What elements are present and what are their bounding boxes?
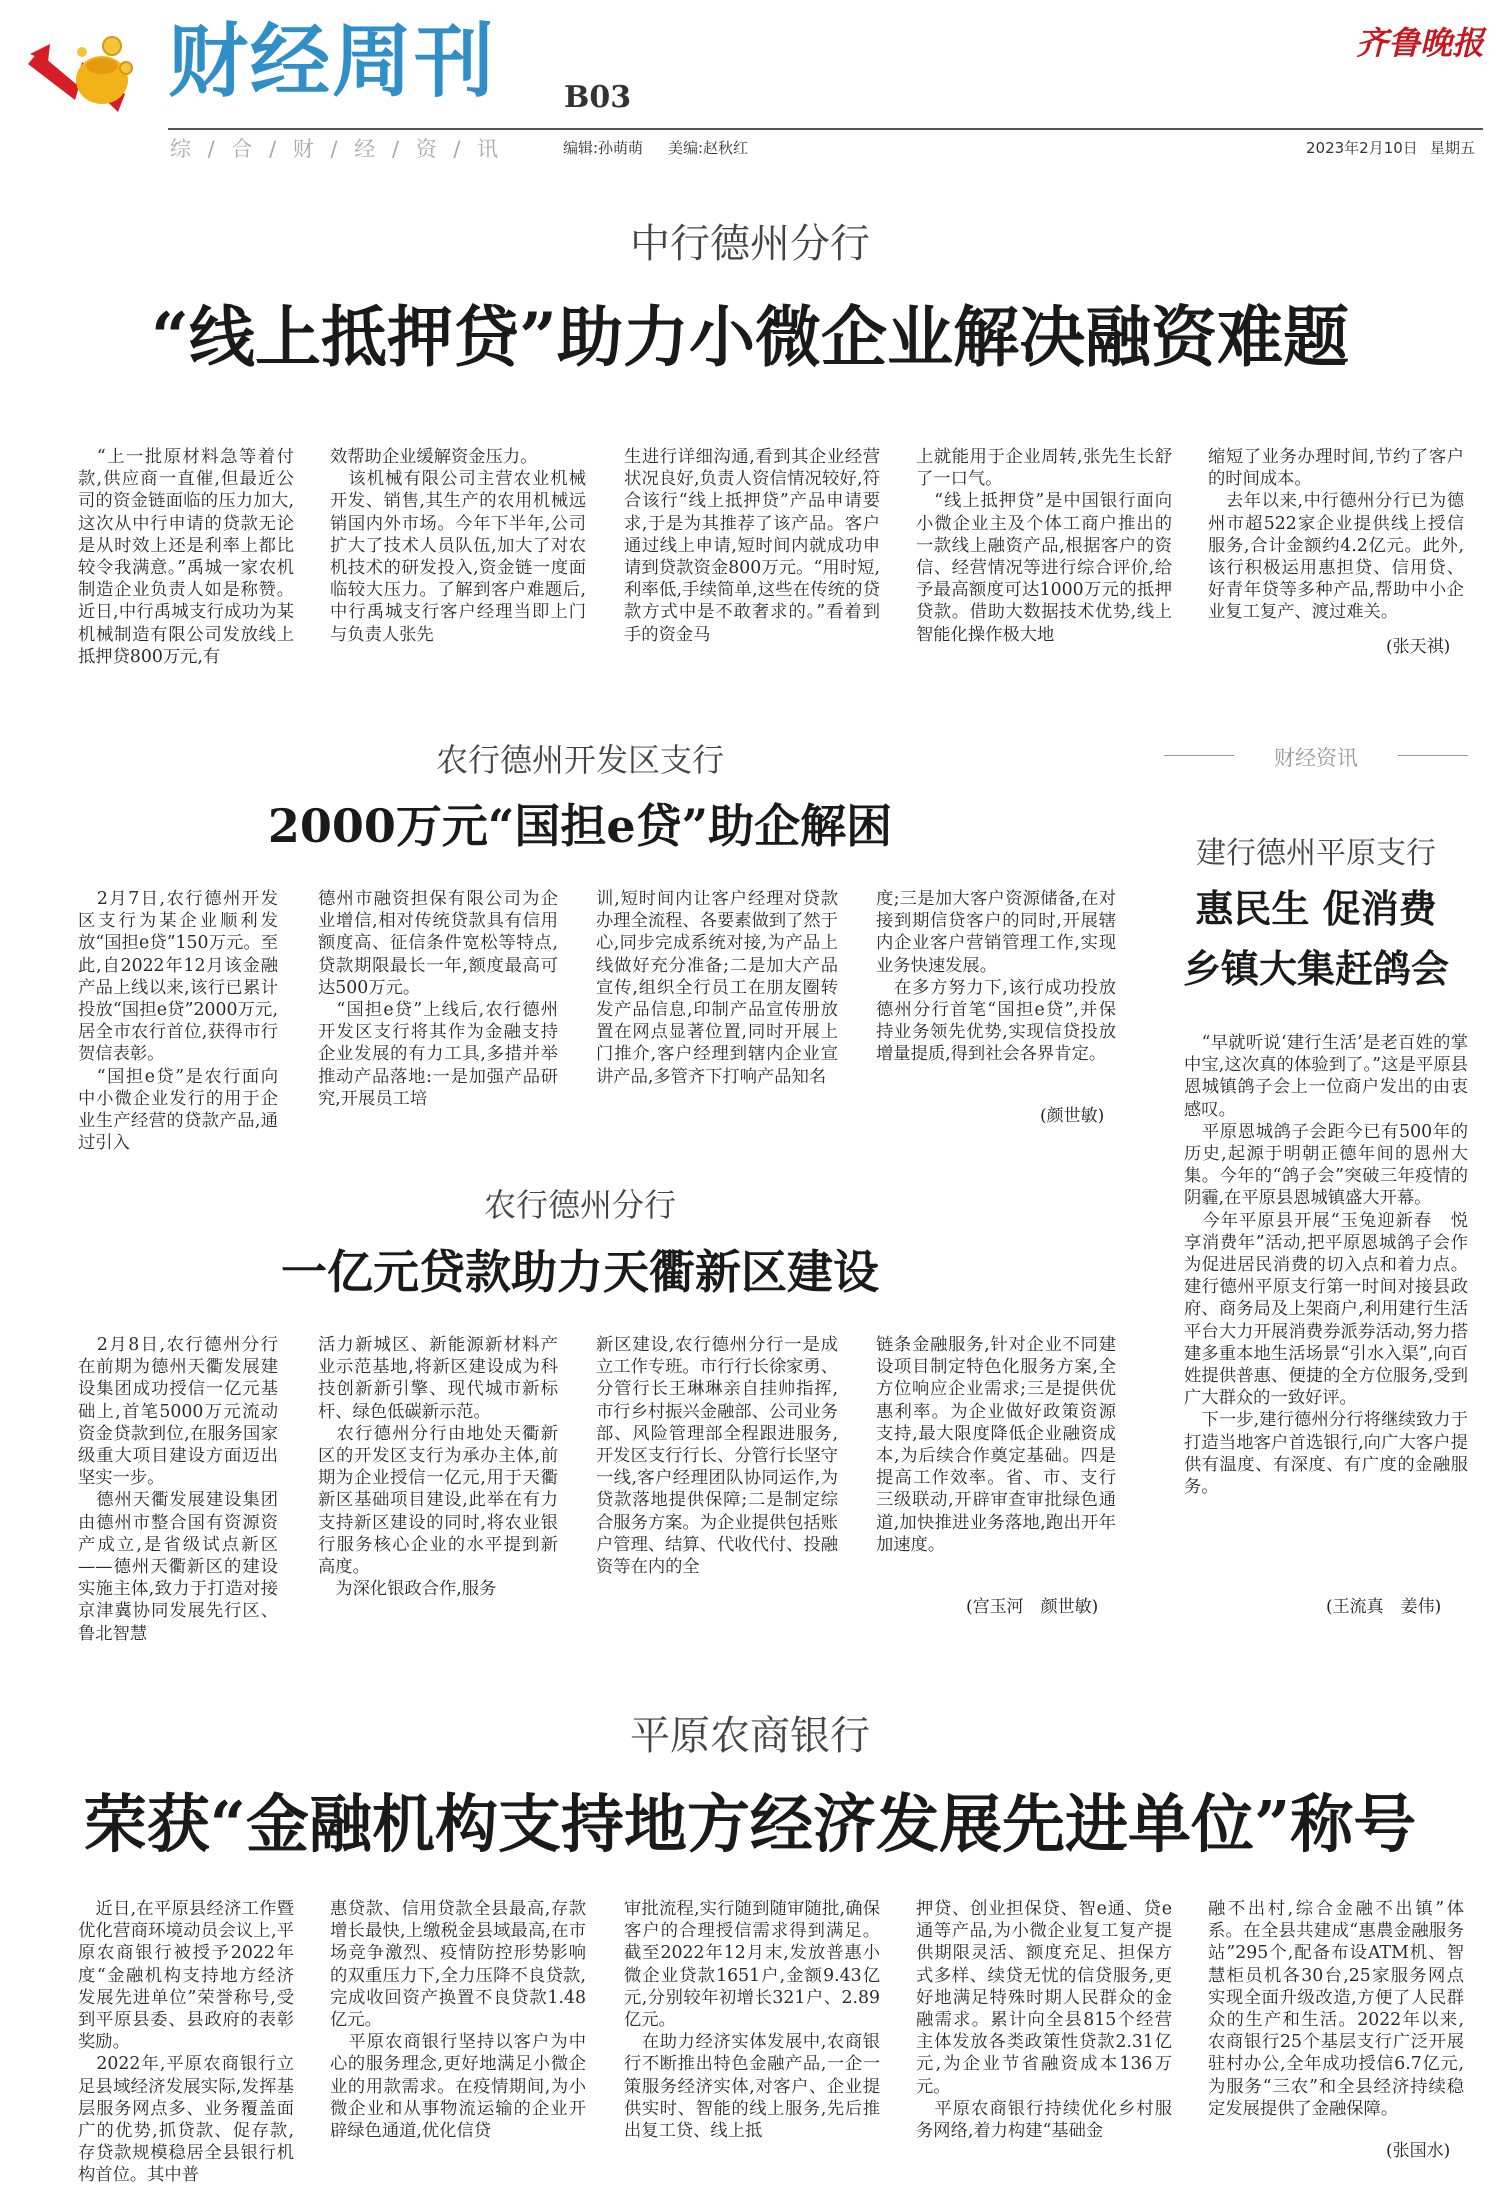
article4-column-5: 融不出村,综合金融不出镇”体系。在全县共建成“惠農金融服务站”295个,配备布设ATM机、智慧柜员机各30台,25家服务网点实现全面升级改造,方便了人民群众的生产和生活。2022年以来,农商银行25个基层支行广泛开展驻村办公,全年成功授信6.7亿元,为服务“三农”和全县经济持续稳定发展提供了金融保障。 — [1208, 1899, 1464, 2119]
sidebar-headline-line1: 惠民生 促消费 — [1195, 886, 1437, 931]
article2-column-4: 度;三是加大客户资源储备,在对接到期信贷客户的同时,开展辖内企业客户营销管理工作,实现业务快速发展。 在多方努力下,该行成功投放德州分行首笔“国担e贷”,并保持业务领先优势,实现信贷投放增量提质,得到社会各界肯定。 — [876, 889, 1116, 1065]
issue-date: 2023年2月10日 — [1306, 139, 1418, 157]
sidebar-byline: (王流真 姜伟) — [1326, 1597, 1442, 1617]
article2-kicker: 农行德州开发区支行 — [435, 741, 724, 779]
article1-column-3: 生进行详细沟通,看到其企业经营状况良好,负责人资信情况较好,符合该行“线上抵押贷”产品申请要求,于是为其推荐了该产品。客户通过线上申请,短时间内就成功申请到贷款资金800万元。“用时短,利率低,手续简单,这些在传统的贷款方式中是不敢奢求的。”看着到手的资金马 — [624, 447, 880, 645]
sidebar-body: “早就听说‘建行生活’是老百姓的掌中宝,这次真的体验到了。”这是平原县恩城镇鸽子会上一位商户发出的由衷感叹。 平原恩城鸽子会距今已有500年的历史,起源于明朝正德年间的恩州大集。今年的“鸽子会”突破三年疫情的阴霾,在平原县恩城镇盛大开幕。 今年平原县开展“玉兔迎新春 悦享消费年”活动,把平原恩城鸽子会作为促进居民消费的切入点和着力点。建行德州平原支行第一时间对接县政府、商务局及上架商户,利用建行生活平台大力开展消费券派券活动,努力搭建多重本地生活场景“引水入渠”,向百姓提供普惠、便捷的全方位服务,受到广大群众的一致好评。 下一步,建行德州分行将继续致力于打造当地客户首选银行,向广大客户提供有温度、有深度、有广度的金融服务。 — [1184, 1033, 1468, 1498]
article3-column-1: 2月8日,农行德州分行在前期为德州天衢发展建设集团成功授信一亿元基础上,首笔5000万元流动资金贷款到位,在服务国家级重大项目建设方面迈出坚实一步。 德州天衢发展建设集团由德州市整合国有资源资产成立,是省级试点新区——德州天衢新区的建设实施主体,致力于打造对接京津冀协同发展先行区、鲁北智慧 — [78, 1335, 278, 1644]
article1-byline: (张天祺) — [1386, 637, 1451, 657]
issue-weekday: 星期五 — [1430, 139, 1476, 157]
page-number: B03 — [564, 80, 632, 115]
sidebar-headline-line2: 乡镇大集赶鸽会 — [1182, 946, 1449, 991]
article4-column-3: 审批流程,实行随到随审随批,确保客户的合理授信需求得到满足。截至2022年12月末,发放普惠小微企业贷款1651户,金额9.43亿元,分别较年初增长321户、2.89亿元。 在助力经济实体发展中,农商银行不断推出特色金融产品,一企一策服务经济实体,对客户、企业提供实时、智能的线上服务,先后推出复工贷、线上抵 — [624, 1899, 880, 2142]
masthead-subtitle: 综 / 合 / 财 / 经 / 资 / 讯 — [170, 137, 504, 161]
sidebar — [1156, 738, 1476, 1628]
article1-headline: “线上抵押贷”助力小微企业解决融资难题 — [151, 298, 1349, 376]
article2-column-1: 2月7日,农行德州开发区支行为某企业顺利发放“国担e贷”150万元。至此,自2022年12月该金融产品上线以来,该行已累计投放“国担e贷”2000万元,居全市农行首位,获得市行贺信表彰。 “国担e贷”是农行面向中小微企业发行的用于企业生产经营的贷款产品,通过引入 — [78, 889, 278, 1154]
article2-headline: 2000万元“国担e贷”助企解困 — [267, 799, 893, 853]
editor-credit: 编辑:孙萌萌 — [563, 139, 644, 157]
article4-column-1: 近日,在平原县经济工作暨优化营商环境动员会议上,平原农商银行被授予2022年度“金融机构支持地方经济发展先进单位”荣誉称号,受到平原县委、县政府的表彰奖励。 2022年,平原农商银行立足县域经济发展实际,发挥基层服务网点多、业务覆盖面广的优势,抓贷款、促存款,存贷款规模稳居全县银行机构首位。其中普 — [78, 1899, 294, 2186]
article3-byline: (宫玉河 颜世敏) — [966, 1597, 1099, 1617]
article2-column-3: 训,短时间内让客户经理对贷款办理全流程、各要素做到了然于心,同步完成系统对接,为产品上线做好充分准备;二是加大产品宣传,组织全行员工在朋友圈转发产品信息,印制产品宣传册放置在网点显著位置,同时开展上门推介,客户经理到辖内企业宣讲产品,多管齐下打响产品知名 — [596, 889, 838, 1087]
article3-column-3: 新区建设,农行德州分行一是成立工作专班。市行行长徐家勇、分管行长王琳琳亲自挂帅指挥,市行乡村振兴金融部、公司业务部、风险管理部全程跟进服务,开发区支行行长、分管行长坚守一线,客户经理团队协同运作,为贷款落地提供保障;二是制定综合服务方案。为企业提供包括账户管理、结算、代收代付、投融资等在内的全 — [596, 1335, 838, 1578]
article3-column-2: 活力新城区、新能源新材料产业示范基地,将新区建设成为科技创新新引擎、现代城市新标杆、绿色低碳新示范。 农行德州分行由地处天衢新区的开发区支行为承办主体,前期为企业授信一亿元,用于天衢新区基础项目建设,此举在有力支持新区建设的同时,将农业银行服务核心企业的水平提到新高度。 为深化银政合作,服务 — [318, 1335, 558, 1600]
article2-column-2: 德州市融资担保有限公司为企业增信,相对传统贷款具有信用额度高、征信条件宽松等特点,贷款期限最长一年,额度最高可达500万元。 “国担e贷”上线后,农行德州开发区支行将其作为金融支持企业发展的有力工具,多措并举推动产品落地:一是加强产品研究,开展员工培 — [318, 889, 558, 1109]
masthead-rule — [168, 128, 1483, 130]
sidebar-section-label: 财经资讯 — [1274, 746, 1358, 770]
article1-column-1: “上一批原材料急等着付款,供应商一直催,但最近公司的资金链面临的压力加大,这次从中行申请的贷款无论是从时效上还是利率上都比较令我满意。”禹城一家农机制造企业负责人如是称赞。近日,中行禹城支行成功为某机械制造有限公司发放线上抵押贷800万元,有 — [78, 447, 294, 667]
article4-column-4: 押贷、创业担保贷、智e通、贷e通等产品,为小微企业复工复产提供期限灵活、额度充足、担保方式多样、续贷无忧的信贷服务,更好地满足特殊时期人民群众的金融需求。累计向全县815个经营主体发放各类政策性贷款2.31亿元,为企业节省融资成本136万元。 平原农商银行持续优化乡村服务网络,着力构建“基础金 — [916, 1899, 1172, 2142]
article1-column-4: 上就能用于企业周转,张先生长舒了一口气。 “线上抵押贷”是中国银行面向小微企业主及个体工商户推出的一款线上融资产品,根据客户的资信、经营情况等进行综合评价,给予最高额度可达1000万元的抵押贷款。借助大数据技术优势,线上智能化操作极大地 — [916, 447, 1172, 645]
designer-credit: 美编:赵秋红 — [668, 139, 749, 157]
article2-byline: (颜世敏) — [1040, 1106, 1105, 1126]
masthead — [0, 0, 1500, 160]
sidebar-kicker: 建行德州平原支行 — [1196, 836, 1436, 871]
article4-column-2: 惠贷款、信用贷款全县最高,存款增长最快,上缴税金县域最高,在市场竞争激烈、疫情防控形势影响的双重压力下,全力压降不良贷款,完成收回资产换置不良贷款1.48亿元。 平原农商银行坚持以客户为中心的服务理念,更好地满足小微企业的用款需求。在疫情期间,为小微企业和从事物流运输的企业开辟绿色通道,优化信贷 — [330, 1899, 586, 2142]
section-title: 财经周刊 — [168, 15, 496, 108]
article4-kicker: 平原农商银行 — [630, 1713, 870, 1759]
article1-kicker: 中行德州分行 — [630, 221, 870, 267]
newspaper-logo: 齐鲁晚报 — [1356, 24, 1485, 62]
article3-kicker: 农行德州分行 — [483, 1186, 676, 1224]
coin-logo-icon — [20, 22, 150, 122]
sidebar-rule-left — [1164, 755, 1234, 756]
article4-headline: 荣获“金融机构支持地方经济发展先进单位”称号 — [83, 1787, 1417, 1861]
article3-column-4: 链条金融服务,针对企业不同建设项目制定特色化服务方案,全方位响应企业需求;三是提供优惠利率。为企业做好政策资源支持,最大限度降低企业融资成本,为后续合作奠定基础。四是提高工作效率。省、市、支行三级联动,开辟审查审批绿色通道,加快推进业务落地,跑出开年加速度。 — [876, 1335, 1116, 1555]
sidebar-rule-right — [1398, 755, 1468, 756]
article3-headline: 一亿元贷款助力天衢新区建设 — [281, 1245, 879, 1299]
article1-column-5: 缩短了业务办理时间,节约了客户的时间成本。 去年以来,中行德州分行已为德州市超522家企业提供线上授信服务,合计金额约4.2亿元。此外,该行积极运用惠担贷、信用贷、好青年贷等多种产品,帮助中小企业复工复产、渡过难关。 — [1208, 447, 1464, 623]
article4-byline: (张国水) — [1386, 2141, 1451, 2161]
article1-column-2: 效帮助企业缓解资金压力。 该机械有限公司主营农业机械开发、销售,其生产的农用机械远销国内外市场。今年下半年,公司扩大了技术人员队伍,加大了对农机技术的研发投入,资金链一度面临较大压力。了解到客户难题后,中行禹城支行客户经理当即上门与负责人张先 — [330, 447, 586, 645]
